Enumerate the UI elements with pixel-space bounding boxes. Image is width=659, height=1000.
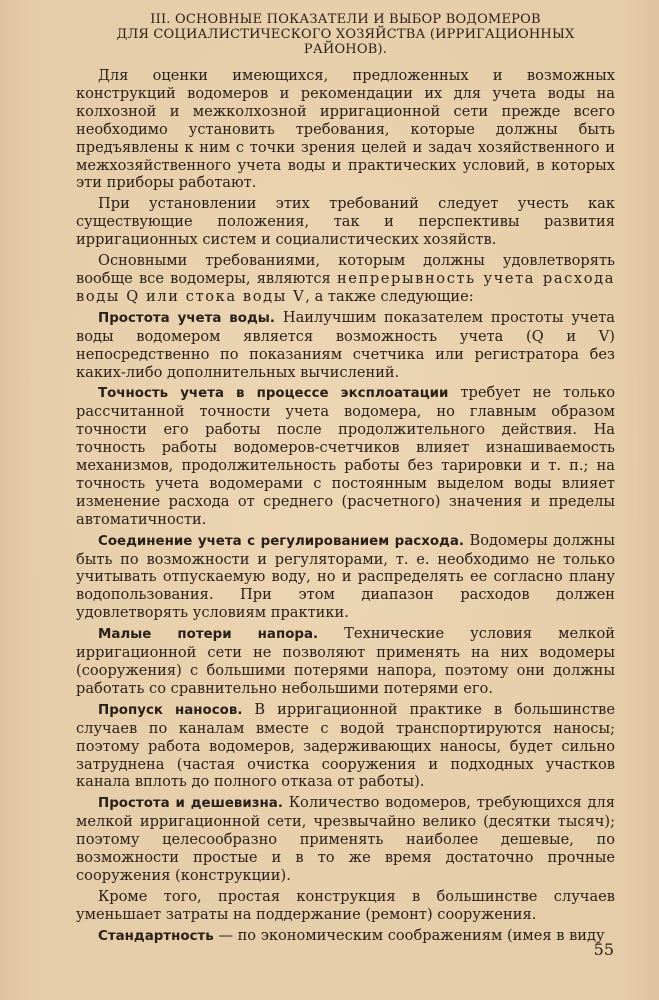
requirement-regulation-text: Водомеры должны быть по возможности и регуляторами, т. е. необходимо не только учитывать отпускаемую воду, но и распределять ее согласно плану водопользования. При этом диапазон расходов должен удовлетворять условиям практики.	[76, 531, 615, 622]
requirement-cost-continued: Кроме того, простая конструкция в большинстве случаев уменьшает затраты на поддержание (ремонт) сооружения.	[76, 887, 615, 923]
requirement-regulation-title: Соединение учета с регулированием расхода.	[98, 533, 464, 549]
page-number: 55	[593, 940, 614, 959]
main-requirements-emphasis: непрерывность учета расхода воды Q или стока воды V	[76, 269, 615, 305]
requirement-head-loss-text: Технические условия мелкой ирригационной сети не позволяют применять на них водомеры (сооружения) с большими потерями напора, поэтому они должны работать со сравнительно небольшими потерями его.	[76, 625, 615, 697]
heading-line-2: ДЛЯ СОЦИАЛИСТИЧЕСКОГО ХОЗЯЙСТВА (ИРРИГАЦИОННЫХ	[116, 27, 575, 42]
paragraph-main-requirements	[76, 252, 615, 306]
main-requirements-end: , а также следующие:	[305, 287, 474, 305]
requirement-simplicity-text: Наилучшим показателем простоты учета воды водомером является возможность учета (Q и V) непосредственно по показаниям счетчика или регистратора без каких-либо дополнительных вычислений.	[76, 308, 615, 381]
section-heading	[76, 12, 615, 57]
requirement-accuracy-text: требует не только рассчитанной точности учета водомера, но главным образом точности его работы после продолжительного действия. На точность работы водомеров-счетчиков влияет изнашиваемость механизмов, продолжительность работы без тарировки и т. п.; на точность учета водомерами с постоянным выделом воды влияет изменение расхода от среднего (расчетного) значения и пределы автоматичности.	[76, 384, 615, 528]
requirement-simplicity-title: Простота учета воды.	[98, 310, 275, 326]
main-requirements-start: Основными требованиями, которым должны удовлетворять вообще все водомеры, являются	[76, 252, 615, 287]
paragraph-intro: Для оценки имеющихся, предложенных и возможных конструкций водомеров и рекомендации их для учета воды на колхозной и межколхозной ирригационной сети прежде всего необходимо установить требования, которые должны быть предъявлены к ним с точки зрения целей и задач хозяйственного и межхозяйственного учета воды и практических условий, в которых эти приборы работают.	[76, 67, 615, 192]
requirement-head-loss-title: Малые потери напора.	[98, 627, 319, 643]
requirement-head-loss	[76, 625, 615, 698]
requirement-standard-text: — по экономическим соображениям (имея в виду	[213, 926, 605, 944]
requirement-cost-text: Количество водомеров, требующихся для мелкой ирригационной сети, чрезвычайно велико (десятки тысяч); поэтому целесообразно применять наиболее дешевые, по возможности простые и в то же время достаточно прочные сооружения (конструкции).	[76, 794, 615, 884]
requirement-accuracy-title: Точность учета в процессе эксплоатации	[98, 386, 449, 402]
requirement-regulation	[76, 532, 615, 623]
heading-line-1: III. ОСНОВНЫЕ ПОКАЗАТЕЛИ И ВЫБОР ВОДОМЕРОВ	[150, 12, 541, 27]
requirement-sediment	[76, 701, 615, 792]
requirement-sediment-text: В ирригационной практике в большинстве случаев по каналам вместе с водой транспортируются наносы; поэтому работа водомеров, задерживающих наносы, будет сильно затруднена (частая очистка сооружения и подходных участков канала вплоть до полного отказа от работы).	[76, 700, 616, 791]
requirement-standard-title: Стандартность	[98, 928, 214, 944]
heading-line-3: РАЙОНОВ).	[303, 42, 388, 57]
paragraph-requirements-context: При установлении этих требований следует учесть как существующие положения, так и перспективы развития ирригационных систем и социалистических хозяйств.	[76, 195, 615, 249]
requirement-standard	[76, 927, 615, 946]
requirement-cost	[76, 794, 615, 885]
requirement-accuracy	[76, 384, 615, 528]
requirement-sediment-title: Пропуск наносов.	[98, 702, 243, 718]
requirement-simplicity	[76, 309, 615, 382]
requirement-cost-title: Простота и дешевизна.	[98, 796, 283, 812]
